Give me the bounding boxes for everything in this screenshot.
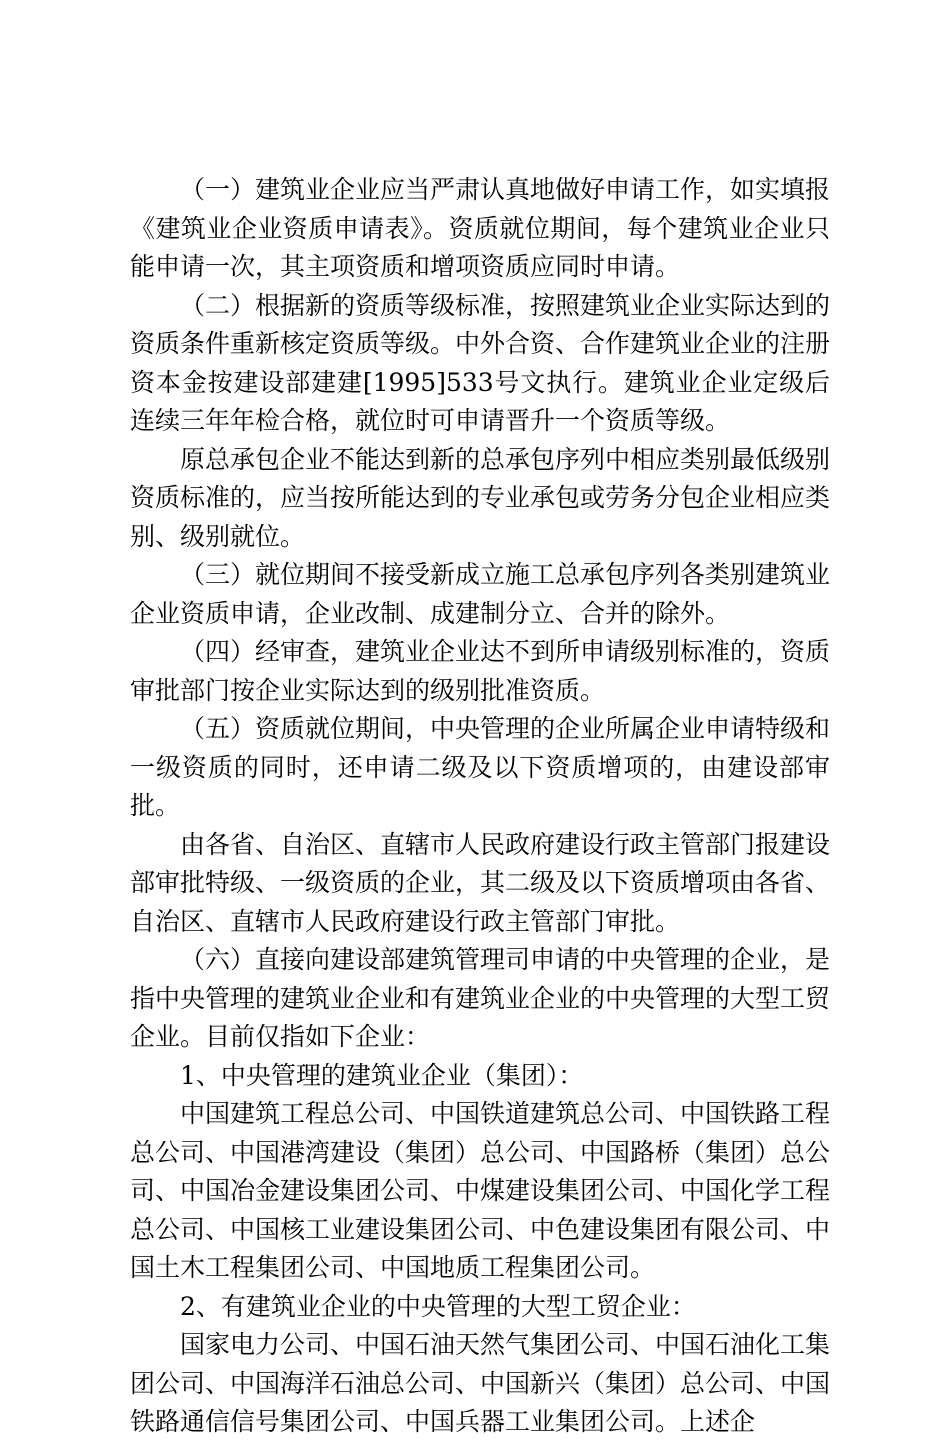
list-heading-1: 1、中央管理的建筑业企业（集团）： xyxy=(180,1060,584,1090)
paragraph-item-1: （一）建筑业企业应当严肃认真地做好申请工作，如实填报《建筑业企业资质申请表》。资质就位期间，每个建筑业企业只能申请一次，其主项资质和增项资质应同时申请。 xyxy=(130,175,831,281)
document-body xyxy=(130,171,830,1442)
paragraph-item-2: （二）根据新的资质等级标准，按照建筑业企业实际达到的资质条件重新核定资质等级。中外合资、合作建筑业企业的注册资本金按建设部建建[1995]533号文执行。建筑业企业定级后连续三年年检合格，就位时可申请晋升一个资质等级。 xyxy=(130,290,831,435)
paragraph-item-5: （五）资质就位期间，中央管理的企业所属企业申请特级和一级资质的同时，还申请二级及以下资质增项的，由建设部审批。 xyxy=(130,714,831,820)
paragraph-item-3: （三）就位期间不接受新成立施工总承包序列各类别建筑业企业资质申请，企业改制、成建制分立、合并的除外。 xyxy=(130,560,831,628)
list-heading-2: 2、有建筑业企业的中央管理的大型工贸企业： xyxy=(180,1291,696,1321)
company-list-1: 中国建筑工程总公司、中国铁道建筑总公司、中国铁路工程总公司、中国港湾建设（集团）总公司、中国路桥（集团）总公司、中国冶金建设集团公司、中煤建设集团公司、中国化学工程总公司、中国核工业建设集团公司、中色建设集团有限公司、中国土木工程集团公司、中国地质工程集团公司。 xyxy=(130,1099,831,1282)
paragraph-item-6: （六）直接向建设部建筑管理司申请的中央管理的企业，是指中央管理的建筑业企业和有建筑业企业的中央管理的大型工贸企业。目前仅指如下企业： xyxy=(130,945,831,1051)
paragraph-item-4: （四）经审查，建筑业企业达不到所申请级别标准的，资质审批部门按企业实际达到的级别批准资质。 xyxy=(130,637,831,705)
company-list-2: 国家电力公司、中国石油天然气集团公司、中国石油化工集团公司、中国海洋石油总公司、中国新兴（集团）总公司、中国铁路通信信号集团公司、中国兵器工业集团公司。上述企 xyxy=(130,1330,831,1436)
paragraph-continuation: 由各省、自治区、直辖市人民政府建设行政主管部门报建设部审批特级、一级资质的企业，其二级及以下资质增项由各省、自治区、直辖市人民政府建设行政主管部门审批。 xyxy=(130,829,831,936)
paragraph-continuation: 原总承包企业不能达到新的总承包序列中相应类别最低级别资质标准的，应当按所能达到的专业承包或劳务分包企业相应类别、级别就位。 xyxy=(130,444,831,551)
